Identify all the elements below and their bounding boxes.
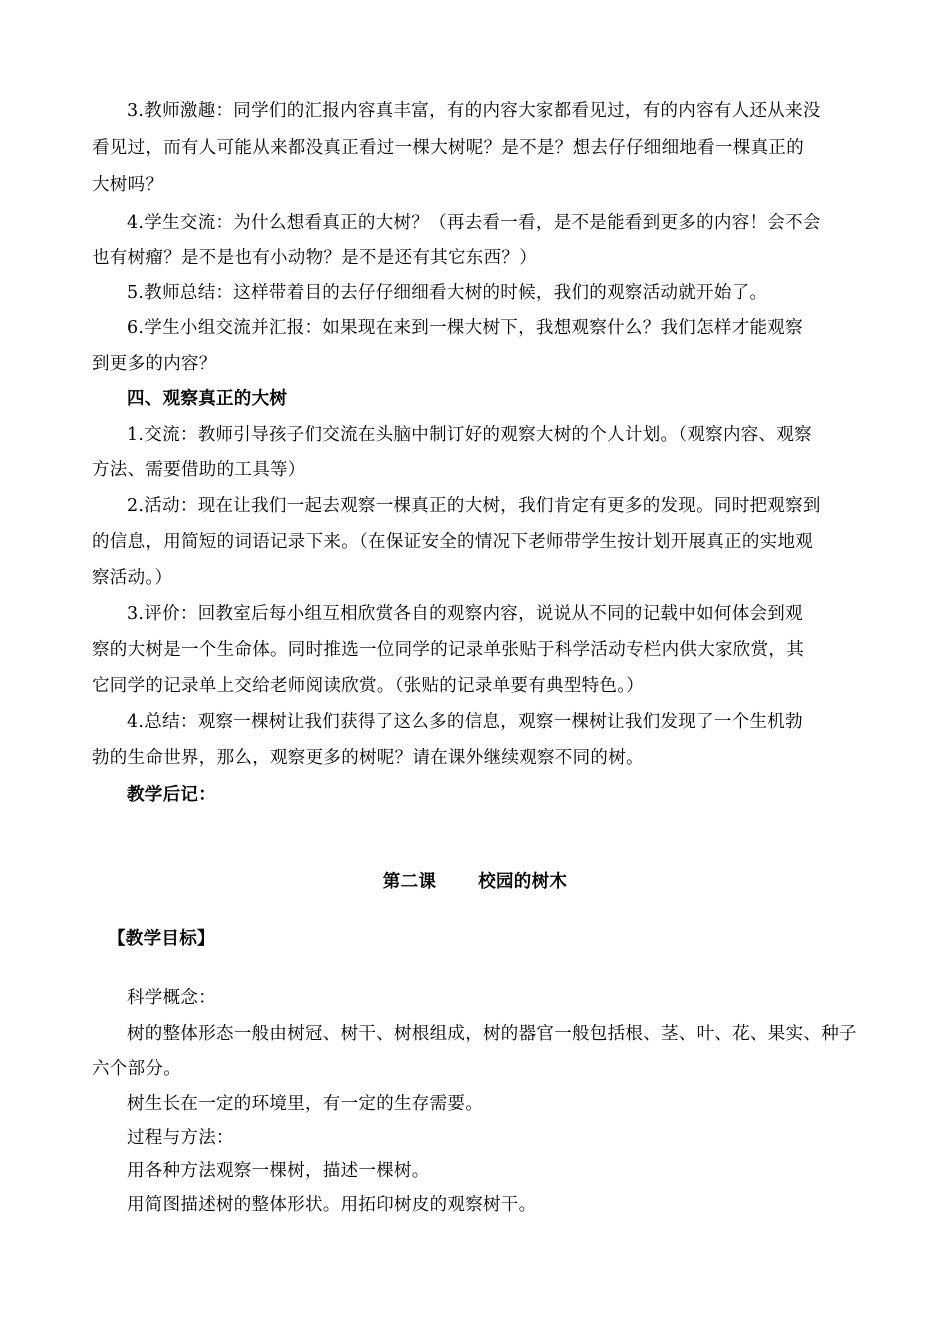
paragraph-line: 树的整体形态一般由树冠、树干、树根组成，树的器官一般包括根、茎、叶、花、果实、种子 xyxy=(127,1024,857,1044)
paragraph-line: 察活动。） xyxy=(92,568,173,588)
paragraph-line: 到更多的内容？ xyxy=(92,354,217,374)
paragraph-line: 也有树瘤？是不是也有小动物？是不是还有其它东西？） xyxy=(92,248,537,268)
process-label: 过程与方法： xyxy=(127,1128,234,1148)
paragraph-line: 用各种方法观察一棵树，描述一棵树。 xyxy=(127,1161,430,1181)
paragraph-line: 用简图描述树的整体形状。用拓印树皮的观察树干。 xyxy=(127,1195,537,1215)
paragraph-line: 2.活动：现在让我们一起去观察一棵真正的大树，我们肯定有更多的发现。同时把观察到 xyxy=(127,496,821,516)
paragraph-line: 6.学生小组交流并汇报：如果现在来到一棵大树下，我想观察什么？我们怎样才能观察 xyxy=(127,318,803,338)
postscript-label: 教学后记： xyxy=(127,785,216,805)
paragraph-line: 4.学生交流：为什么想看真正的大树？（再去看一看，是不是能看到更多的内容！会不会 xyxy=(127,213,821,233)
paragraph-line: 的信息，用简短的词语记录下来。（在保证安全的情况下老师带学生按计划开展真正的实地观 xyxy=(92,532,814,552)
paragraph-line: 1.交流：教师引导孩子们交流在头脑中制订好的观察大树的个人计划。（观察内容、观察 xyxy=(127,425,812,445)
concept-label: 科学概念： xyxy=(127,988,216,1008)
lesson-name: 校园的树木 xyxy=(478,872,568,892)
paragraph-line: 4.总结：观察一棵树让我们获得了这么多的信息，观察一棵树让我们发现了一个生机勃 xyxy=(127,712,803,732)
paragraph-line: 5.教师总结：这样带着目的去仔仔细细看大树的时候，我们的观察活动就开始了。 xyxy=(127,283,768,303)
paragraph-line: 3.教师激趣：同学们的汇报内容真丰富，有的内容大家都看见过，有的内容有人还从来没 xyxy=(127,101,821,121)
paragraph-line: 3.评价：回教室后每小组互相欣赏各自的观察内容，说说从不同的记载中如何体会到观 xyxy=(127,604,803,624)
section-heading: 四、观察真正的大树 xyxy=(127,389,288,409)
lesson-number: 第二课 xyxy=(382,872,437,892)
paragraph-line: 六个部分。 xyxy=(92,1059,181,1079)
paragraph-line: 看见过，而有人可能从来都没真正看过一棵大树呢？是不是？想去仔仔细细地看一棵真正的 xyxy=(92,138,804,158)
paragraph-line: 察的大树是一个生命体。同时推选一位同学的记录单张贴于科学活动专栏内供大家欣赏，其 xyxy=(92,640,804,660)
paragraph-line: 大树吗？ xyxy=(92,175,164,195)
lesson-title xyxy=(0,870,950,894)
paragraph-line: 树生长在一定的环境里，有一定的生存需要。 xyxy=(127,1094,483,1114)
objectives-heading: 【教学目标】 xyxy=(108,929,215,949)
paragraph-line: 它同学的记录单上交给老师阅读欣赏。（张贴的记录单要有典型特色。） xyxy=(92,676,645,696)
paragraph-line: 方法、需要借助的工具等） xyxy=(92,460,306,480)
paragraph-line: 勃的生命世界，那么，观察更多的树呢？请在课外继续观察不同的树。 xyxy=(92,748,644,768)
